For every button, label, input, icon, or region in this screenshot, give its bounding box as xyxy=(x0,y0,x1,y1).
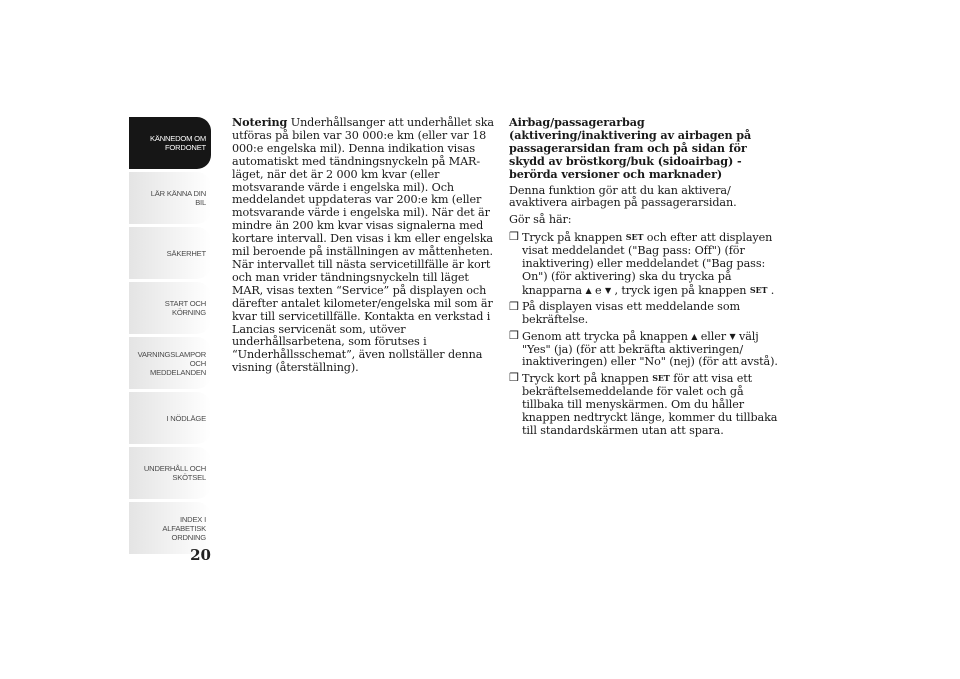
steps-label: Gör så här: xyxy=(509,213,572,227)
set-button-icon: SET xyxy=(652,373,670,384)
down-button-icon: ▼ xyxy=(729,330,736,341)
tab-start-och-korning[interactable] xyxy=(129,282,211,334)
up-button-icon: ▲ xyxy=(585,284,592,295)
airbag-column xyxy=(509,116,785,441)
up-button-icon: ▲ xyxy=(691,330,698,341)
tab-label: KÄNNEDOM OM FORDONET xyxy=(149,134,206,152)
list-item: ❒ Tryck på knappen SET och efter att displayen visat meddelandet ("Bag pass: Off") (för inaktivering) eller meddelandet ("Bag pass: On") (för aktivering) ska du trycka på knapparna ▲ e ▼ , tryck igen på knappen SET . xyxy=(509,230,775,297)
list-item: ❒ Genom att trycka på knappen ▲ eller ▼ välj "Yes" (ja) (för att bekräfta aktiveringen/ inaktiveringen) eller "No" (nej) (för att avstå). xyxy=(509,328,778,369)
note-paragraph xyxy=(232,116,494,375)
tab-label: UNDERHÅLL OCH SKÖTSEL xyxy=(143,464,206,482)
tab-varningslampor[interactable] xyxy=(129,337,211,389)
note-column xyxy=(232,116,494,379)
checkbox-bullet-icon: ❒ xyxy=(509,230,519,244)
chapter-sidebar xyxy=(129,117,211,557)
tab-lar-kanna-din-bil[interactable] xyxy=(129,172,211,224)
tab-underhall-och-skotsel[interactable] xyxy=(129,447,211,499)
checkbox-bullet-icon: ❒ xyxy=(509,299,519,313)
tab-sakerhet[interactable] xyxy=(129,227,211,279)
section-heading: Airbag/passagerarbag (aktivering/inaktivering av airbagen på passagerarsidan fram och på sidan för skydd av bröstkorg/buk (sidoairbag) - berörda versioner och marknader) xyxy=(509,115,752,181)
tab-label: I NÖDLÄGE xyxy=(166,413,206,423)
tab-label: START OCH KÖRNING xyxy=(164,299,206,317)
down-button-icon: ▼ xyxy=(604,284,611,295)
tab-label: SÄKERHET xyxy=(166,248,206,258)
note-text: Underhållsanger att underhållet ska utföras på bilen var 30 000:e km (eller var 18 000:e engelska mil). Denna indikation visas automatiskt med tändningsnyckeln på MAR-läget, när det är 2 000 km kvar (eller motsvarande värde i engelska mil). Och meddelandet uppdateras var 200:e km (eller motsvarande värde i engelska mil). När det är mindre än 200 km kvar visas signalerna med kortare intervall. Den visas i km eller engelska mil beroende på inställningen av måttenheten. När intervallet till nästa servicetillfälle är kort och man vrider tändningsnyckeln till läget MAR, visas texten “Service” på displayen och därefter antalet kilometer/engelska mil som är kvar till servicetillfälle. Kontakta en verkstad i Lancias servicenät som, utöver underhållsarbetena, som förutses i “Underhållsschemat”, även nollställer denna visning (återställning). xyxy=(232,116,494,375)
checkbox-bullet-icon: ❒ xyxy=(509,371,519,385)
tab-label: VARNINGSLAMPOR OCH MEDDELANDEN xyxy=(137,349,206,377)
list-item: ❒ På displayen visas ett meddelande som bekräftelse. xyxy=(509,299,740,326)
tab-label: INDEX I ALFABETISK ORDNING xyxy=(162,514,206,542)
list-item: ❒ Tryck kort på knappen SET för att visa ett bekräftelsemeddelande för valet och gå tillbaka till menyskärmen. Om du håller knappen nedtryckt länge, kommer du tillbaka till standardskärmen utan att spara. xyxy=(509,371,778,437)
tab-label: LÄR KÄNNA DIN BIL xyxy=(150,189,206,207)
set-button-icon: SET xyxy=(749,284,768,295)
tab-i-nodlage[interactable] xyxy=(129,392,211,444)
page-number: 20 xyxy=(190,546,211,564)
intro-paragraph: Denna funktion gör att du kan aktivera/ avaktivera airbagen på passagerarsidan. xyxy=(509,183,737,210)
tab-kannedom-om-fordonet[interactable] xyxy=(129,117,211,169)
checkbox-bullet-icon: ❒ xyxy=(509,328,519,342)
note-label: Notering xyxy=(232,115,288,129)
set-button-icon: SET xyxy=(625,232,644,243)
